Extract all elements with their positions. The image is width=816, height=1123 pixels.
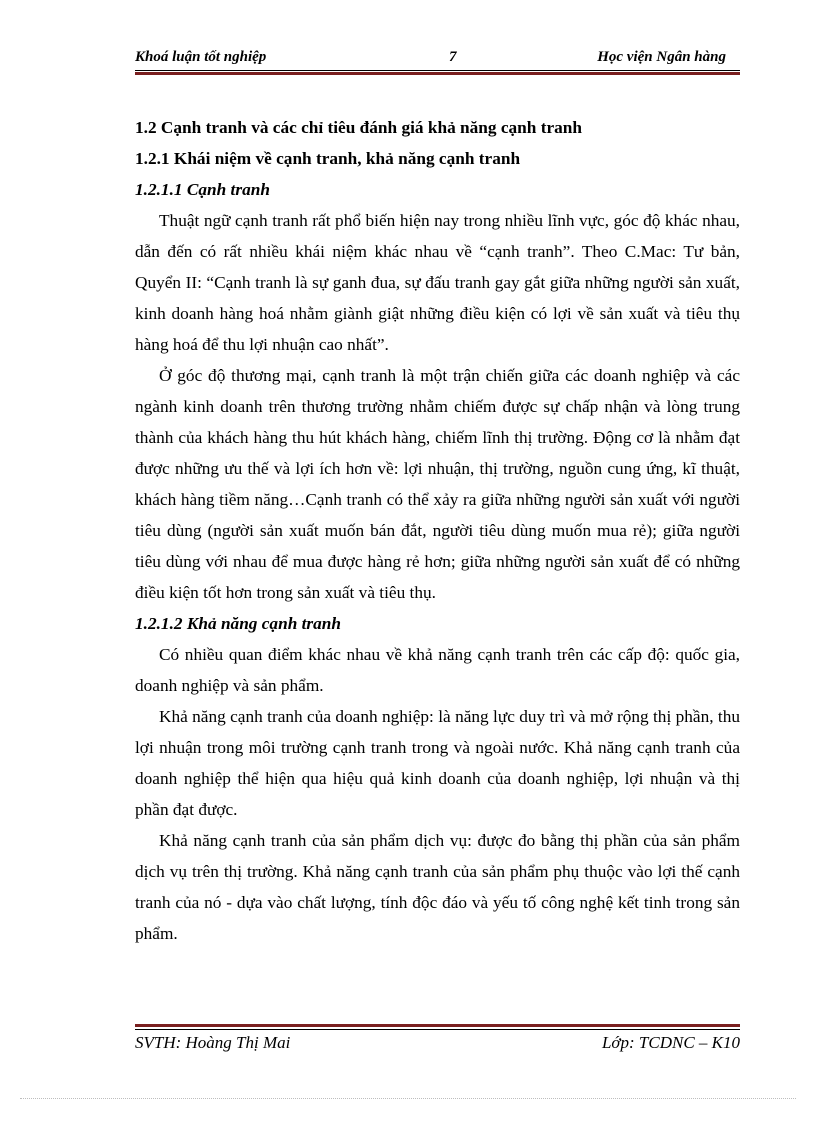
paragraph-definition: Thuật ngữ cạnh tranh rất phổ biến hiện nay trong nhiều lĩnh vực, góc độ khác nhau, dẫn đến có rất nhiều khái niệm khác nhau về “cạnh tranh”. Theo C.Mac: Tư bản, Quyển II: “Cạnh tranh là sự ganh đua, sự đấu tranh gay gắt giữa những người sản xuất, kinh doanh hàng hoá nhằm giành giật những điều kiện có lợi về sản xuất và tiêu thụ hàng hoá để thu lợi nhuận cao nhất”. xyxy=(135,211,740,354)
footer-rule-thick xyxy=(135,1024,740,1027)
page-boundary-line xyxy=(20,1098,796,1099)
paragraph-levels: Có nhiều quan điểm khác nhau về khả năng cạnh tranh trên các cấp độ: quốc gia, doanh nghiệp và sản phẩm. xyxy=(135,645,740,695)
section-heading: 1.2 Cạnh tranh và các chỉ tiêu đánh giá khả năng cạnh tranh xyxy=(135,118,583,137)
footer-rule-thin xyxy=(135,1029,740,1030)
page-body xyxy=(135,112,740,949)
footer-class: Lớp: TCDNC – K10 xyxy=(601,1033,740,1052)
footer-author: SVTH: Hoàng Thị Mai xyxy=(135,1033,291,1052)
paragraph-product: Khả năng cạnh tranh của sản phẩm dịch vụ: được đo bằng thị phần của sản phẩm dịch vụ trên thị trường. Khả năng cạnh tranh của sản phẩm phụ thuộc vào lợi thế cạnh tranh của nó - dựa vào chất lượng, tính độc đáo và yếu tố công nghệ kết tinh trong sản phẩm. xyxy=(135,831,740,943)
subsubsection-heading-competition: 1.2.1.1 Cạnh tranh xyxy=(135,180,270,199)
header-thesis-label: Khoá luận tốt nghiệp xyxy=(135,49,267,65)
subsubsection-heading-competitiveness: 1.2.1.2 Khả năng cạnh tranh xyxy=(135,614,342,633)
header-rule-thick xyxy=(135,72,740,75)
page-header xyxy=(135,47,740,71)
header-rule-thin xyxy=(135,70,740,71)
page-footer xyxy=(135,1033,740,1059)
paragraph-enterprise: Khả năng cạnh tranh của doanh nghiệp: là năng lực duy trì và mở rộng thị phần, thu lợi nhuận trong môi trường cạnh tranh trong và ngoài nước. Khả năng cạnh tranh của doanh nghiệp thể hiện qua hiệu quả kinh doanh của doanh nghiệp, lợi nhuận và thị phần đạt được. xyxy=(135,707,740,819)
subsection-heading: 1.2.1 Khái niệm về cạnh tranh, khả năng cạnh tranh xyxy=(135,149,521,168)
paragraph-commerce: Ở góc độ thương mại, cạnh tranh là một trận chiến giữa các doanh nghiệp và các ngành kinh doanh trên thương trường nhằm chiếm được sự chấp nhận và lòng trung thành của khách hàng thu hút khách hàng, chiếm lĩnh thị trường. Động cơ là nhằm đạt được những ưu thế và lợi ích hơn về: lợi nhuận, thị trường, nguồn cung ứng, kĩ thuật, khách hàng tiềm năng…Cạnh tranh có thể xảy ra giữa những người sản xuất với người tiêu dùng (người sản xuất muốn bán đắt, người tiêu dùng muốn mua rẻ); giữa người tiêu dùng với nhau để mua được hàng rẻ hơn; giữa những người sản xuất để có những điều kiện tốt hơn trong sản xuất và tiêu thụ. xyxy=(135,366,740,602)
page-number: 7 xyxy=(449,49,457,65)
header-institution: Học viện Ngân hàng xyxy=(597,49,726,65)
